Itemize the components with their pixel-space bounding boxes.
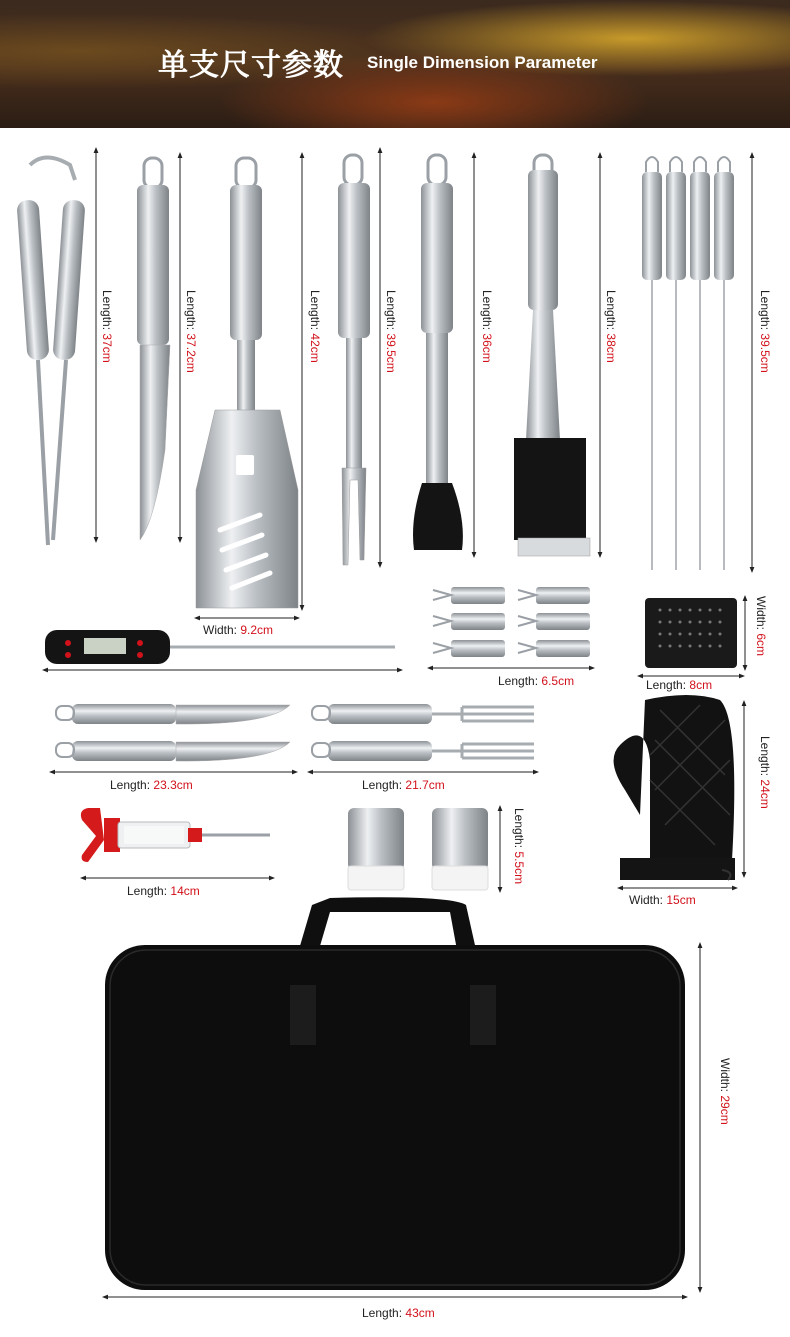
corn-holders-illustration [433,587,590,657]
injector-length-value: 14cm [170,884,200,898]
shakers-illustration [348,808,488,890]
knife-illustration [137,158,170,540]
cleaning-brush-illustration [514,155,590,556]
brush-head-illustration [645,598,737,668]
spatula-length-label: Length: 42cm [308,290,322,363]
basting-brush-illustration [413,155,463,550]
corn-holders-length-label: Length: 6.5cm [498,674,575,688]
header-title-en: Single Dimension Parameter [367,53,598,72]
carry-bag-illustration [105,897,685,1290]
cleaning-brush-length-value: 38cm [604,333,618,363]
steak-forks-length-value: 21.7cm [405,778,445,792]
tongs-illustration [16,158,85,546]
bag-width-value: 29cm [718,1095,732,1125]
fork-length-label: Length: 39.5cm [384,290,398,373]
skewers-length-value: 39.5cm [758,333,772,373]
bag-width-label: Width: 29cm [718,1058,732,1125]
cleaning-brush-length-label: Length: 38cm [604,290,618,363]
glove-length-value: 24cm [758,779,772,809]
bag-length-value: 43cm [405,1306,435,1320]
steak-knives-length-label: Length: 23.3cm [110,778,193,792]
brush-head-width-value: 6cm [754,633,768,657]
steak-forks-length-label: Length: 21.7cm [362,778,445,792]
fork-illustration [338,155,370,565]
glove-width-label: Width: 15cm [629,893,696,907]
brush-head-length-value: 8cm [689,678,713,692]
spatula-length-value: 42cm [308,333,322,363]
steak-forks-illustration [312,704,534,761]
knife-length-label: Length: 37.2cm [184,290,198,373]
skewers-length-label: Length: 39.5cm [758,290,772,373]
steak-knives-length-value: 23.3cm [153,778,193,792]
thermometer-width-label: Width: 9.2cm [203,623,274,637]
glove-width-value: 15cm [666,893,696,907]
fork-length-value: 39.5cm [384,333,398,373]
thermometer-width-value: 9.2cm [240,623,274,637]
brush-head-length-label: Length: 8cm [646,678,713,692]
spatula-illustration [196,158,298,608]
tongs-length-label: Length: 37cm [100,290,114,363]
tongs-length-value: 37cm [100,333,114,363]
brush-length-value: 36cm [480,333,494,363]
knife-length-value: 37.2cm [184,333,198,373]
brush-head-width-label: Width: 6cm [754,596,768,657]
injector-length-label: Length: 14cm [127,884,200,898]
marinade-injector-illustration [81,808,270,862]
brush-length-label: Length: 36cm [480,290,494,363]
bag-length-label: Length: 43cm [362,1306,435,1320]
corn-holders-length-value: 6.5cm [541,674,575,688]
skewers-illustration [642,157,734,570]
header-title-cn: 单支尺寸参数 [158,49,344,82]
shakers-length-value: 5.5cm [512,851,526,885]
steak-knives-illustration [56,704,290,761]
glove-length-label: Length: 24cm [758,736,772,809]
shakers-length-label: Length: 5.5cm [512,808,526,885]
oven-glove-illustration [614,695,735,880]
